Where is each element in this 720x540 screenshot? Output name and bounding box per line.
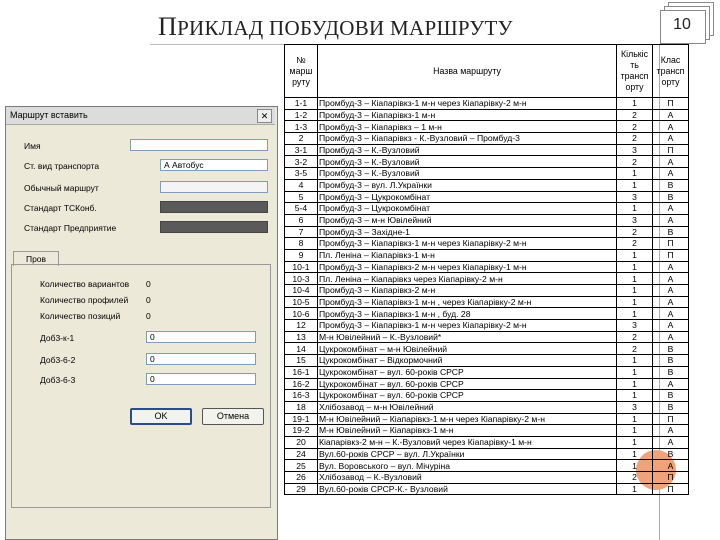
transport-class-cell: П [653, 413, 689, 425]
transport-count-cell: 1 [617, 179, 653, 191]
transport-count-cell: 2 [617, 343, 653, 355]
transport-class-cell: В [653, 448, 689, 460]
route-name-cell: М-н Ювілейний – К.-Вузловий* [318, 331, 617, 343]
transport-class-cell: В [653, 226, 689, 238]
table-row [285, 168, 689, 180]
routes-table [284, 44, 689, 495]
transport-class-cell: П [653, 483, 689, 495]
transport-class-cell: В [653, 355, 689, 367]
table-row [285, 320, 689, 332]
route-number-cell: 10-4 [285, 285, 318, 297]
transport-class-cell: П [653, 238, 689, 250]
transport-class-cell: А [653, 285, 689, 297]
table-row [285, 483, 689, 495]
transport-class-cell: В [653, 366, 689, 378]
transport-count-cell: 1 [617, 308, 653, 320]
spin-field-1[interactable]: 0 [146, 331, 256, 343]
table-row [285, 448, 689, 460]
route-name-cell: Хлібозавод – м-н Ювілейний [318, 401, 617, 413]
table-row [285, 401, 689, 413]
route-number-cell: 16-2 [285, 378, 318, 390]
profiles-count-label: Количество профилей [40, 295, 129, 305]
close-icon[interactable]: ✕ [257, 109, 272, 123]
table-row [285, 378, 689, 390]
transport-count-cell: 1 [617, 460, 653, 472]
transport-count-cell: 1 [617, 355, 653, 367]
route-name-cell: Цукрокомбінат – вул. 60-років СРСР [318, 378, 617, 390]
route-number-cell: 16-1 [285, 366, 318, 378]
transport-class-cell: П [653, 249, 689, 261]
spin-label-1: Доб3-к-1 [40, 333, 75, 343]
page-title: ПРИКЛАД ПОБУДОВИ МАРШРУТУ [158, 12, 513, 41]
table-row [285, 238, 689, 250]
transport-class-cell: А [653, 156, 689, 168]
route-name-cell: Промбуд-3 – Кіапарівкз-1 м-н [318, 109, 617, 121]
route-name-cell: Цукрокомбінат – м-н Ювілейний [318, 343, 617, 355]
route-name-cell: Промбуд-3 – Кіапарівкз-2 м-н через Кіапарівку-1 м-н [318, 261, 617, 273]
table-row [285, 121, 689, 133]
route-number-cell: 10-3 [285, 273, 318, 285]
table-row [285, 331, 689, 343]
transport-class-cell: А [653, 320, 689, 332]
route-name-cell: Вул.60-років СРСР – вул. Л.Українки [318, 448, 617, 460]
route-number-cell: 6 [285, 214, 318, 226]
ok-button[interactable]: OK [130, 408, 192, 425]
transport-count-cell: 1 [617, 261, 653, 273]
route-name-cell: Вул. Воровського – вул. Мічуріна [318, 460, 617, 472]
route-number-cell: 13 [285, 331, 318, 343]
transport-class-cell: В [653, 343, 689, 355]
transport-count-cell: 1 [617, 273, 653, 285]
route-number-cell: 19-1 [285, 413, 318, 425]
transport-class-cell: А [653, 261, 689, 273]
profiles-count-value: 0 [146, 295, 151, 305]
route-name-cell: Пл. Леніна – Кіапарівкз через Кіапарівку-2 м-н [318, 273, 617, 285]
route-number-cell: 20 [285, 436, 318, 448]
route-name-cell: Промбуд-3 – Цукрокомбінат [318, 191, 617, 203]
dialog-titlebar[interactable] [6, 107, 275, 125]
route-number-cell: 14 [285, 343, 318, 355]
transport-count-cell: 1 [617, 168, 653, 180]
route-name-cell: Кіапарівкз-2 м-н – К.-Вузловий через Кіапарівку-1 м-н [318, 436, 617, 448]
variants-count-label: Количество вариантов [40, 279, 130, 289]
standard-tsk-select[interactable] [160, 201, 268, 213]
route-number-cell: 1-3 [285, 121, 318, 133]
transport-class-cell: А [653, 378, 689, 390]
table-row [285, 296, 689, 308]
table-row [285, 261, 689, 273]
table-row [285, 343, 689, 355]
page-number: 10 [673, 16, 691, 33]
route-number-cell: 1-1 [285, 98, 318, 110]
route-name-cell: Цукрокомбінат – Відкормочний [318, 355, 617, 367]
cancel-button[interactable]: Отмена [202, 408, 264, 425]
transport-count-cell: 1 [617, 285, 653, 297]
header-class: Клас трансп орту [653, 45, 689, 98]
transport-count-cell: 3 [617, 320, 653, 332]
transport-count-cell: 1 [617, 249, 653, 261]
transport-count-cell: 3 [617, 191, 653, 203]
route-name-cell: Промбуд-3 – К.-Вузловий [318, 144, 617, 156]
table-row [285, 109, 689, 121]
transport-count-cell: 2 [617, 331, 653, 343]
route-insert-dialog [5, 106, 278, 540]
transport-count-cell: 3 [617, 144, 653, 156]
table-row [285, 98, 689, 110]
route-number-cell: 24 [285, 448, 318, 460]
transport-count-cell: 2 [617, 133, 653, 145]
transport-count-cell: 3 [617, 214, 653, 226]
table-row [285, 179, 689, 191]
transport-class-cell: А [653, 308, 689, 320]
table-row [285, 366, 689, 378]
transport-class-cell: В [653, 191, 689, 203]
transport-count-cell: 3 [617, 401, 653, 413]
transport-count-cell: 2 [617, 472, 653, 484]
route-name-cell: Промбуд-3 – Кіапарівкз-1 м-н через Кіапарівку-2 м-н [318, 320, 617, 332]
transport-count-cell: 1 [617, 203, 653, 215]
transport-class-cell: В [653, 390, 689, 402]
route-number-cell: 10-1 [285, 261, 318, 273]
transport-count-cell: 2 [617, 109, 653, 121]
transport-count-cell: 2 [617, 156, 653, 168]
route-name-cell: Промбуд-3 – м-н Ювілейний [318, 214, 617, 226]
transport-class-cell: А [653, 296, 689, 308]
table-row [285, 390, 689, 402]
route-name-cell: Промбуд-3 – Кіапарівкз-1 м-н через Кіапарівку-2 м-н [318, 98, 617, 110]
transport-class-cell: А [653, 109, 689, 121]
transport-count-cell: 1 [617, 425, 653, 437]
route-number-cell: 12 [285, 320, 318, 332]
transport-count-cell: 1 [617, 413, 653, 425]
route-name-cell: Промбуд-3 – Кіапарівкз-2 м-н [318, 285, 617, 297]
transport-count-cell: 1 [617, 296, 653, 308]
transport-count-cell: 1 [617, 98, 653, 110]
route-name-cell: Промбуд-3 – К.-Вузловий [318, 168, 617, 180]
route-name-cell: М-н Ювілейний – Кіапарівкз-1 м-н [318, 425, 617, 437]
transport-class-cell: А [653, 133, 689, 145]
table-row [285, 249, 689, 261]
transport-class-cell: П [653, 144, 689, 156]
route-number-cell: 26 [285, 472, 318, 484]
route-number-cell: 3-5 [285, 168, 318, 180]
name-field[interactable] [130, 139, 268, 151]
transport-type-select[interactable]: А Автобус [160, 159, 268, 171]
route-name-cell: Промбуд-3 – Західне-1 [318, 226, 617, 238]
route-name-cell: Вул.60-років СРСР-К.- Вузловий [318, 483, 617, 495]
dialog-title: Маршрут вставить [10, 110, 88, 120]
route-number-cell: 3-2 [285, 156, 318, 168]
transport-count-cell: 1 [617, 483, 653, 495]
name-label: Имя [24, 141, 41, 151]
table-row [285, 156, 689, 168]
regular-route-label: Обычный маршрут [24, 183, 99, 193]
spin-label-3: Доб3-6-3 [40, 375, 76, 385]
positions-count-label: Количество позиций [40, 311, 121, 321]
standard-enterprise-label: Стандарт Предприятие [24, 223, 117, 233]
route-number-cell: 5 [285, 191, 318, 203]
standard-enterprise-select[interactable] [160, 221, 268, 233]
route-number-cell: 1-2 [285, 109, 318, 121]
transport-class-cell: А [653, 214, 689, 226]
route-number-cell: 18 [285, 401, 318, 413]
table-row [285, 425, 689, 437]
route-number-cell: 15 [285, 355, 318, 367]
route-name-cell: Промбуд-3 – Цукрокомбінат [318, 203, 617, 215]
route-number-cell: 10-5 [285, 296, 318, 308]
table-row [285, 308, 689, 320]
spin-field-3[interactable]: 0 [146, 373, 256, 385]
transport-count-cell: 2 [617, 238, 653, 250]
route-name-cell: Хлібозавод – К.-Вузловий [318, 472, 617, 484]
route-number-cell: 7 [285, 226, 318, 238]
table-row [285, 472, 689, 484]
table-row [285, 413, 689, 425]
transport-class-cell: А [653, 273, 689, 285]
table-row [285, 436, 689, 448]
route-name-cell: Промбуд-3 – вул. Л.Українки [318, 179, 617, 191]
route-number-cell: 29 [285, 483, 318, 495]
table-row [285, 214, 689, 226]
header-count: Кількіс ть трансп орту [617, 45, 653, 98]
transport-class-cell: А [653, 121, 689, 133]
route-number-cell: 25 [285, 460, 318, 472]
table-row [285, 355, 689, 367]
route-number-cell: 19-2 [285, 425, 318, 437]
transport-type-label: Ст. вид транспорта [24, 161, 100, 171]
route-name-cell: Промбуд-3 – Кіапарівкз - К.-Вузловий – Промбуд-3 [318, 133, 617, 145]
transport-count-cell: 1 [617, 436, 653, 448]
transport-class-cell: В [653, 401, 689, 413]
route-name-cell: Промбуд-3 – Кіапарівкз-1 м-н , буд. 28 [318, 308, 617, 320]
page-number-frame [660, 2, 716, 46]
table-row [285, 460, 689, 472]
transport-count-cell: 2 [617, 226, 653, 238]
table-row [285, 133, 689, 145]
route-name-cell: Промбуд-3 – Кіапарівкз-1 м-н , через Кіапарівку-2 м-н [318, 296, 617, 308]
table-row [285, 191, 689, 203]
transport-class-cell: А [653, 168, 689, 180]
transport-count-cell: 1 [617, 378, 653, 390]
transport-class-cell: В [653, 179, 689, 191]
route-name-cell: Цукрокомбінат – вул. 60-років СРСР [318, 390, 617, 402]
transport-class-cell: П [653, 472, 689, 484]
variants-count-value: 0 [146, 279, 151, 289]
route-number-cell: 9 [285, 249, 318, 261]
header-number: № марш руту [285, 45, 318, 98]
route-name-cell: Промбуд-3 – Кіапарівкз – 1 м-н [318, 121, 617, 133]
table-row [285, 273, 689, 285]
transport-class-cell: А [653, 203, 689, 215]
tab-provider[interactable]: Пров [13, 251, 59, 266]
route-number-cell: 8 [285, 238, 318, 250]
table-row [285, 226, 689, 238]
route-number-cell: 10-6 [285, 308, 318, 320]
header-name: Назва маршруту [318, 45, 617, 98]
route-number-cell: 5-4 [285, 203, 318, 215]
route-number-cell: 16-3 [285, 390, 318, 402]
tab-panel [11, 264, 271, 508]
transport-count-cell: 1 [617, 390, 653, 402]
transport-class-cell: А [653, 425, 689, 437]
route-name-cell: М-н Ювілейний – Кіапарівкз-1 м-н через Кіапарівку-2 м-н [318, 413, 617, 425]
route-name-cell: Цукрокомбінат – вул. 60-років СРСР [318, 366, 617, 378]
route-name-cell: Промбуд-3 – Кіапарівкз-1 м-н через Кіапарівку-2 м-н [318, 238, 617, 250]
route-name-cell: Пл. Леніна – Кіапарівкз-1 м-н [318, 249, 617, 261]
spin-field-2[interactable]: 0 [146, 353, 256, 365]
standard-tsk-label: Стандарт ТСКонб. [24, 203, 97, 213]
transport-class-cell: П [653, 98, 689, 110]
positions-count-value: 0 [146, 311, 151, 321]
transport-count-cell: 1 [617, 366, 653, 378]
transport-count-cell: 2 [617, 121, 653, 133]
table-row [285, 144, 689, 156]
regular-route-field[interactable] [160, 181, 268, 193]
table-row [285, 285, 689, 297]
transport-class-cell: А [653, 331, 689, 343]
spin-label-2: Доб3-6-2 [40, 355, 76, 365]
route-name-cell: Промбуд-3 – К.-Вузловий [318, 156, 617, 168]
route-number-cell: 4 [285, 179, 318, 191]
transport-count-cell: 1 [617, 448, 653, 460]
route-number-cell: 3-1 [285, 144, 318, 156]
transport-class-cell: А [653, 436, 689, 448]
table-row [285, 203, 689, 215]
route-number-cell: 2 [285, 133, 318, 145]
transport-class-cell: А [653, 460, 689, 472]
